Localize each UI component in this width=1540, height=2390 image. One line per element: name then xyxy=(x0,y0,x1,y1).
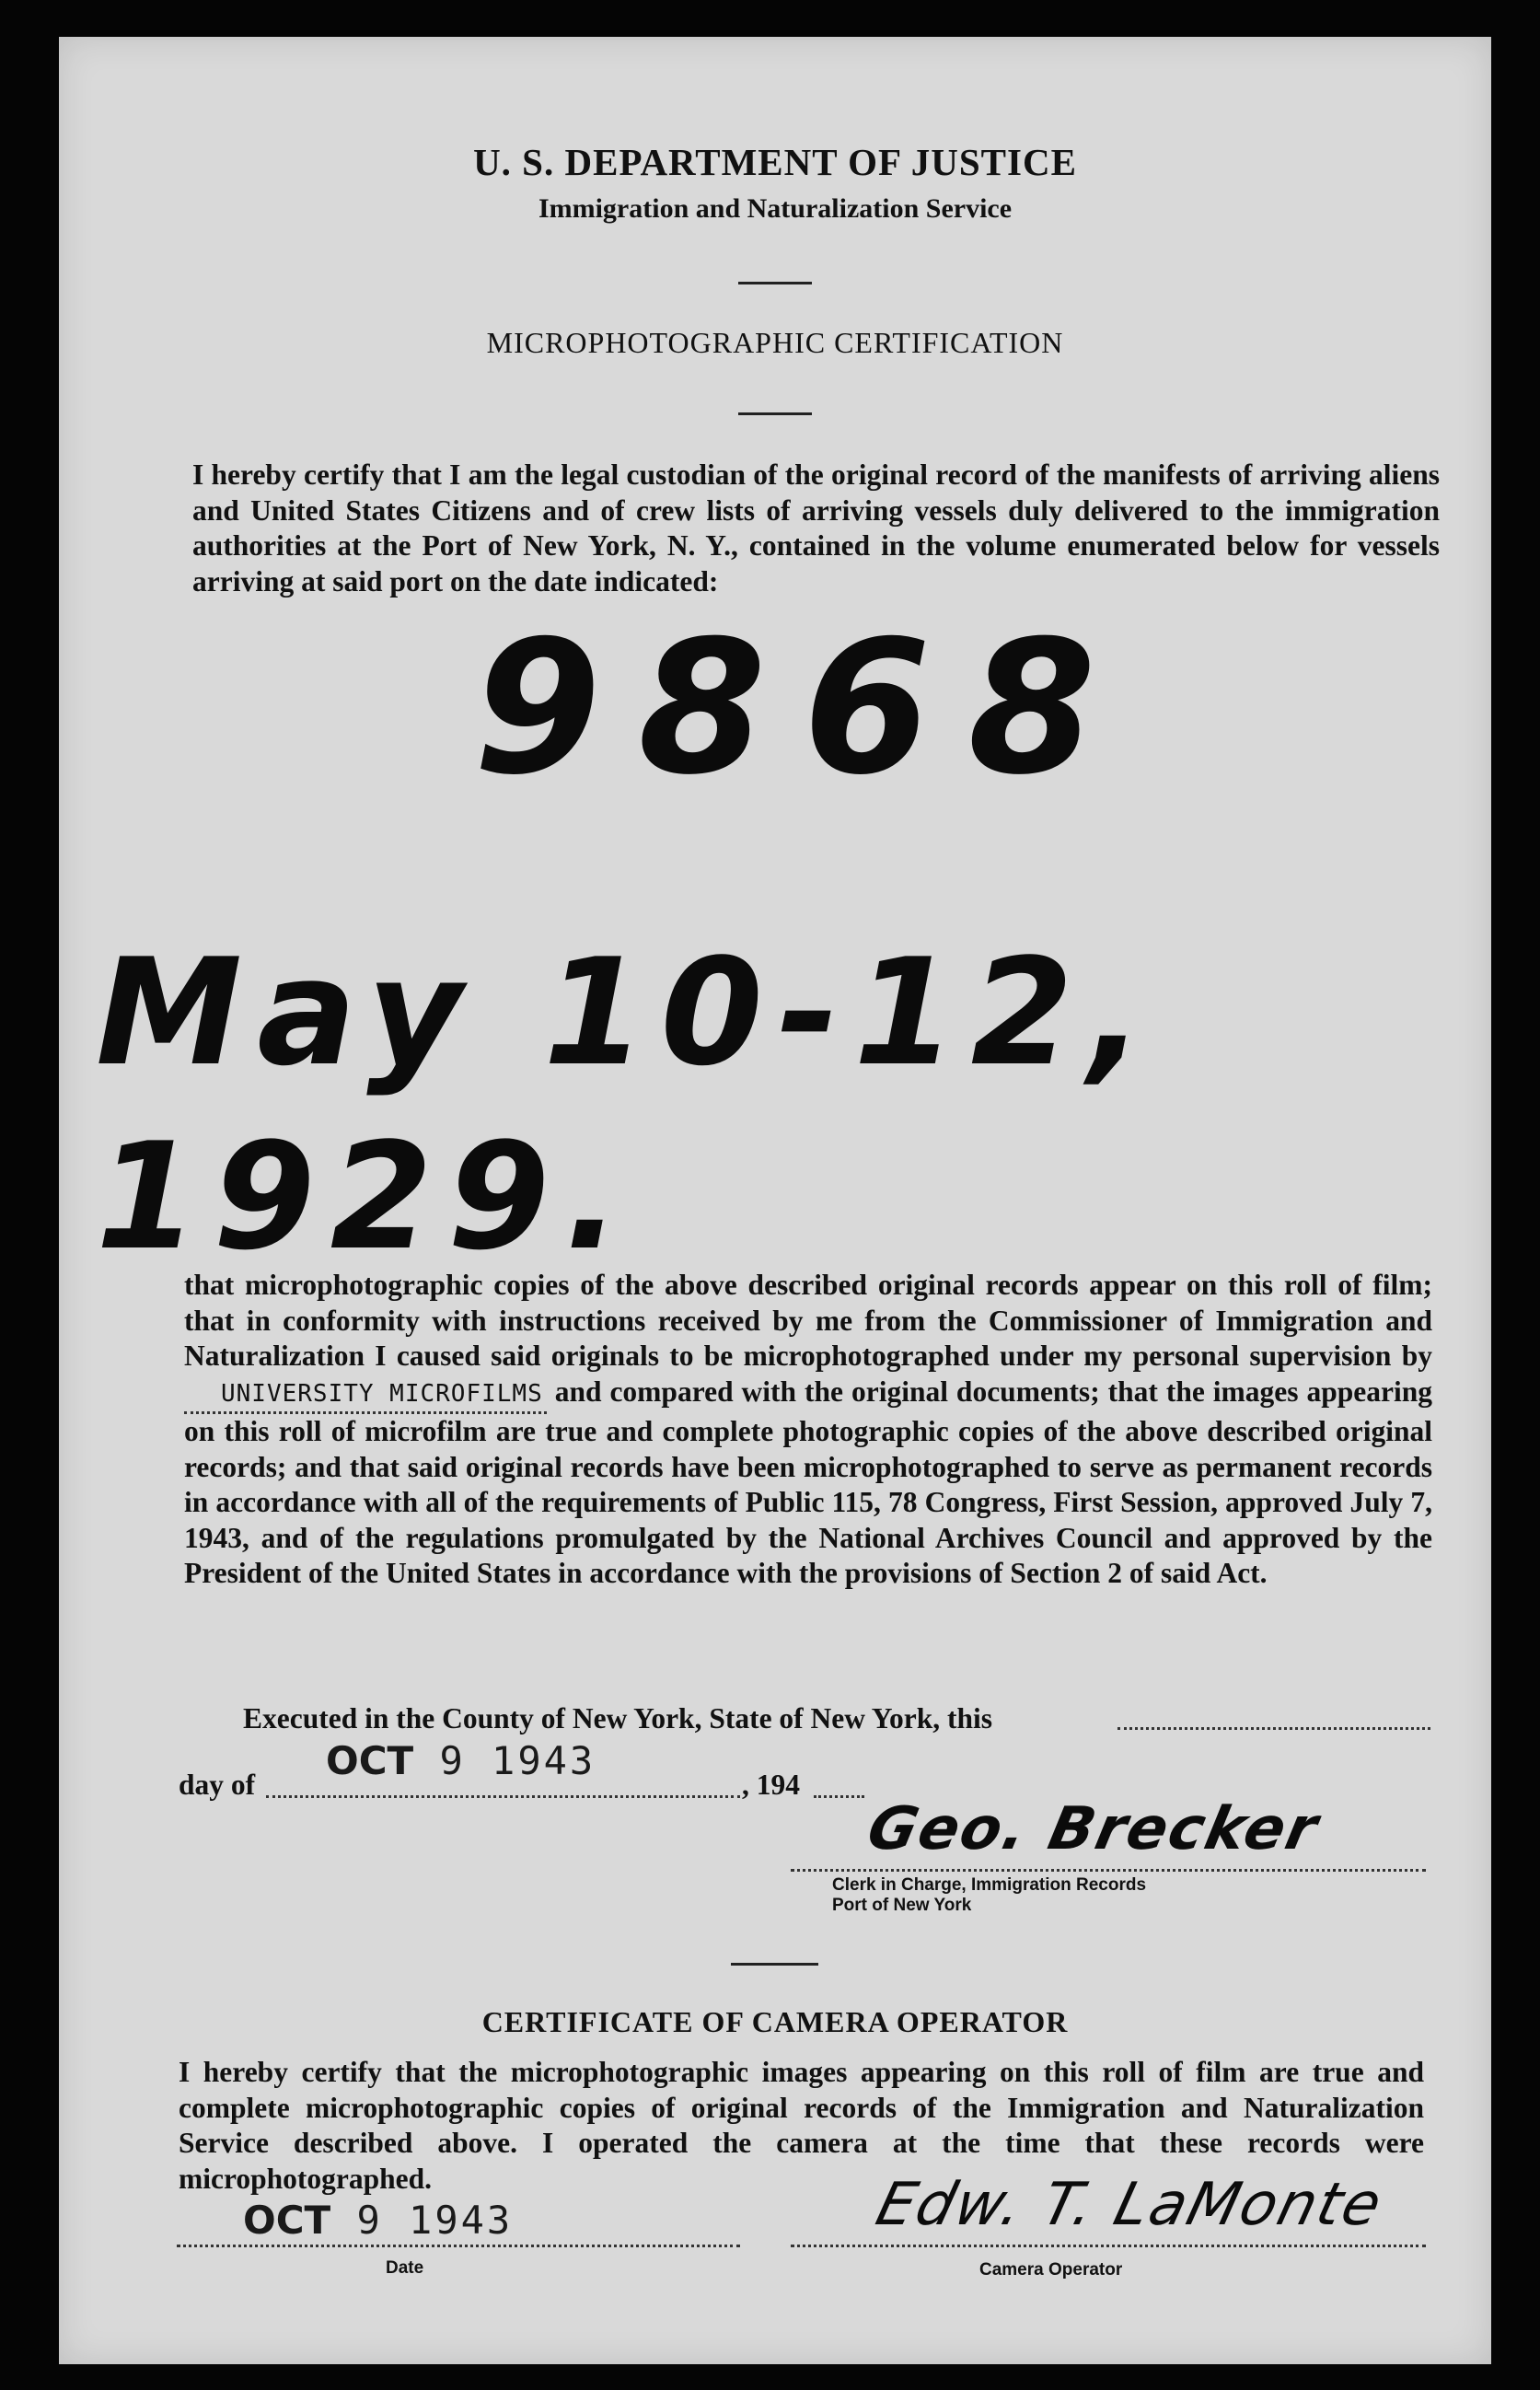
department-title: U. S. DEPARTMENT OF JUSTICE xyxy=(473,141,1077,183)
clerk-title-line2: Port of New York xyxy=(832,1896,972,1915)
camera-operator-paragraph: I hereby certify that the microphotographic images appearing on this roll of film are true and complete microphotographic copies of original records of the Immigration and Naturalization Service described above. I operated the camera at the time that these records were microphotographed. xyxy=(179,2056,1424,2195)
date-range-handwritten: May 10-12, 1929. xyxy=(96,926,1159,1282)
camera-operator-title: CERTIFICATE OF CAMERA OPERATOR xyxy=(481,2005,1069,2038)
custodian-paragraph: I hereby certify that I am the legal custodian of the original record of the manifests of arriving aliens and United States Citizens and of crew lists of arriving vessels duly delivered to the immigration authorities at the Port of New York, N. Y., contained in the volume enumerated below for vessels arriving at said port on the date indicated: xyxy=(192,458,1440,598)
certification-title: MICROPHOTOGRAPHIC CERTIFICATION xyxy=(486,326,1064,359)
clerk-title-line1: Clerk in Charge, Immigration Records xyxy=(832,1875,1147,1895)
date-label: Date xyxy=(386,2258,424,2278)
clerk-title xyxy=(832,1875,1146,1916)
operator-signature: Edw. T. LaMonte xyxy=(869,2171,1390,2239)
service-subtitle: Immigration and Naturalization Service xyxy=(538,193,1013,224)
day-of-label: day of xyxy=(179,1769,256,1801)
operator-date-stamp xyxy=(243,2198,513,2243)
date-line xyxy=(177,2245,740,2247)
stamp-day-year: 9 1943 xyxy=(439,1738,596,1783)
clerk-signature: Geo. Brecker xyxy=(862,1795,1326,1863)
divider-top xyxy=(738,282,812,284)
stamp-month: OCT xyxy=(326,1738,414,1783)
year-blank xyxy=(814,1795,864,1798)
film-paragraph-text: that microphotographic copies of the above described original records appear on this roll of film; that in conformity with instructions received by me from the Commissioner of Immigration and Naturalization I caused said originals to be microphotographed under my personal supervision by xyxy=(184,1269,1432,1372)
divider-mid xyxy=(738,412,812,415)
clerk-signature-line xyxy=(791,1869,1426,1872)
executed-line xyxy=(243,1701,992,1737)
operator-signature-line xyxy=(791,2245,1426,2247)
executed-text: Executed in the County of New York, State of New York, this xyxy=(243,1702,993,1734)
film-paragraph xyxy=(184,1268,1432,1592)
film-paragraph-rest: and compared with the original documents; that the images appearing on this roll of microfilm are true and complete photographic copies of the above described original records; and that said original records have been microphotographed to serve as permanent records in accordance with all of the requirements of Public 115, 78 Congress, First Session, approved July 7, 1943, and of the regulations promulgated by the National Archives Council and approved by the President of the United States in accordance with the provisions of Section 2 of said Act. xyxy=(184,1375,1433,1589)
operator-stamp-day-year: 9 1943 xyxy=(356,2198,514,2243)
microfilm-company: UNIVERSITY MICROFILMS xyxy=(184,1376,547,1415)
certificate-page xyxy=(59,37,1491,2364)
operator-stamp-month: OCT xyxy=(243,2198,331,2243)
divider-bottom xyxy=(731,1963,818,1966)
executed-day-blank xyxy=(1117,1727,1430,1730)
day-of-blank xyxy=(266,1795,740,1798)
year-prefix: , 194 xyxy=(742,1769,800,1801)
execution-date-stamp xyxy=(326,1738,596,1783)
volume-number-handwritten: 9868 xyxy=(473,601,1133,816)
camera-operator-label: Camera Operator xyxy=(979,2260,1123,2280)
